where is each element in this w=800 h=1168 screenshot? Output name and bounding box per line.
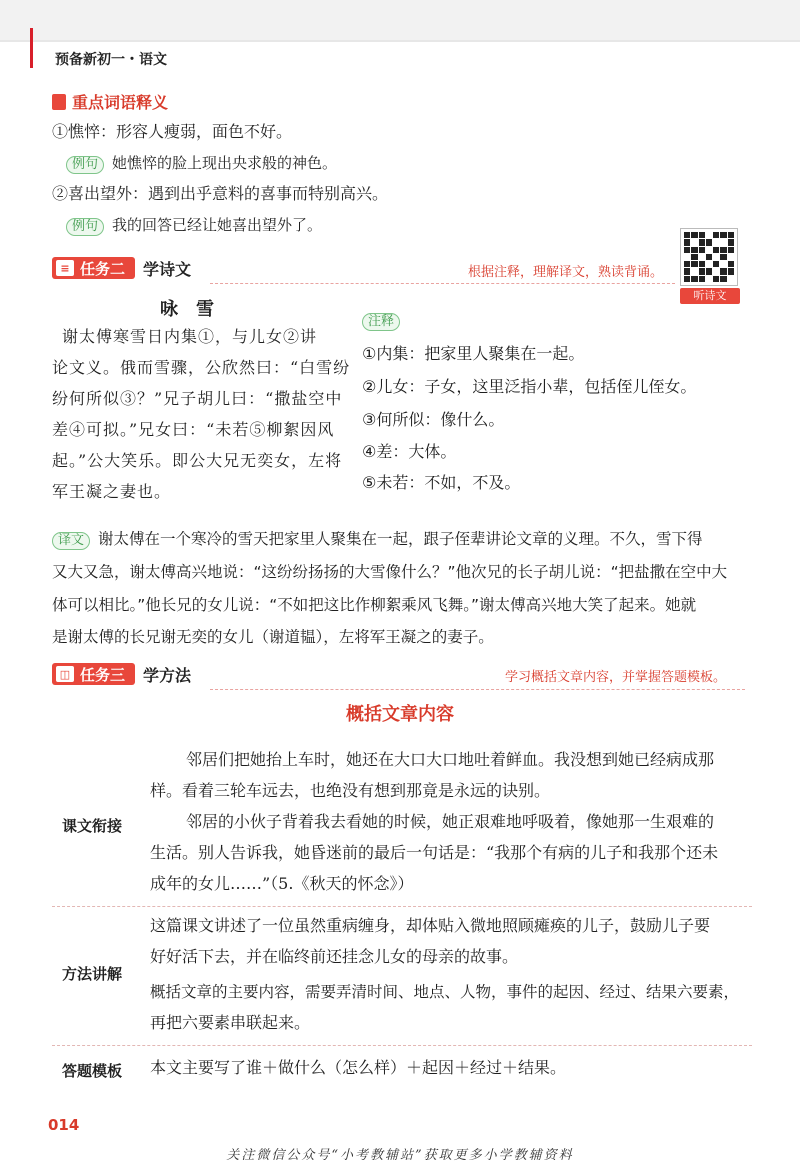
header-mark	[30, 28, 33, 68]
example-tag: 例句	[66, 156, 104, 174]
row-text-line: 好好活下去，并在临终前还挂念儿女的母亲的故事。	[150, 947, 519, 966]
notes-tag: 注释	[362, 313, 400, 331]
keyword-term-2: ②喜出望外：遇到出乎意料的喜事而特别高兴。	[52, 184, 389, 203]
row-text-line: 概括文章的主要内容，需要弄清时间、地点、人物，事件的起因、经过、结果六要素，	[150, 983, 740, 1001]
keyword-term-1: ①憔悴：形容人瘦弱，面色不好。	[52, 122, 293, 141]
task2-badge	[52, 257, 135, 279]
qr-code[interactable]	[680, 228, 740, 304]
row-text-line: 成年的女儿……”（5.《秋天的怀念》）	[150, 874, 414, 893]
task3-heading	[52, 660, 191, 688]
row-text-line: 生活。别人告诉我，她昏迷前的最后一句话是：“我那个有病的儿子和我那个还未	[150, 843, 719, 862]
example-tag: 例句	[66, 218, 104, 236]
keyword-example-2	[66, 213, 322, 237]
row-text-line: 邻居们把她抬上车时，她还在大口大口地吐着鲜血。我没想到她已经病成那	[186, 750, 715, 769]
translation-line: 体可以相比。”他长兄的女儿说：“不如把这比作柳絮乘风飞舞。”谢太傅高兴地大笑了起来。她就	[52, 596, 697, 614]
header-text: 预备新初一・语文	[55, 52, 167, 68]
notes-tag-line	[362, 308, 408, 332]
row-text-line: 这篇课文讲述了一位虽然重病缠身，却体贴入微地照顾瘫痪的儿子，鼓励儿子要	[150, 916, 711, 935]
note-item: ⑤未若：不如，不及。	[362, 473, 521, 492]
row-text-line: 再把六要素串联起来。	[150, 1013, 311, 1032]
row-label-answer-template: 答题模板	[62, 1062, 123, 1080]
translation-line: 又大又急，谢太傅高兴地说：“这纷纷扬扬的大雪像什么？”他次兄的长子胡儿说：“把盐撒在空中大	[52, 563, 728, 581]
row-text-line: 本文主要写了谁＋做什么（怎么样）＋起因＋经过＋结果。	[150, 1058, 567, 1077]
translation-line: 是谢太傅的长兄谢无奕的女儿（谢道韫），左将军王凝之的妻子。	[52, 628, 494, 646]
keyword-example-1	[66, 151, 337, 175]
poem-line: 起。”公大笑乐。即公大兄无奕女，左将	[52, 451, 343, 470]
open-book-icon: ◫	[56, 666, 74, 682]
task2-badge-label: 任务二	[80, 259, 126, 278]
task2-hint: 根据注释，理解译文，熟读背诵。	[468, 265, 664, 280]
top-bar	[0, 0, 800, 42]
poem-line: 论文义。俄而雪骤，公欣然曰：“白雪纷	[52, 358, 351, 377]
row-divider	[52, 1045, 752, 1046]
task2-divider	[210, 283, 675, 284]
bookmark-icon	[52, 94, 66, 110]
note-item: ②儿女：子女，这里泛指小辈，包括侄儿侄女。	[362, 377, 697, 396]
method-section-title: 概括文章内容	[346, 704, 454, 725]
row-divider	[52, 906, 752, 907]
task2-title: 学诗文	[143, 259, 192, 279]
translation-text: 谢太傅在一个寒冷的雪天把家里人聚集在一起，跟子侄辈讲论文章的义理。不久，雪下得	[98, 530, 703, 548]
note-item: ①内集：把家里人聚集在一起。	[362, 344, 585, 363]
poem-line: 纷何所似③？”兄子胡儿曰：“撒盐空中	[52, 389, 343, 408]
keywords-section-heading	[52, 90, 168, 113]
task3-badge	[52, 663, 135, 685]
qr-code-image	[680, 228, 738, 286]
task3-hint: 学习概括文章内容，并掌握答题模板。	[505, 670, 727, 685]
example-text: 我的回答已经让她喜出望外了。	[112, 216, 323, 234]
row-label-text-link: 课文衔接	[62, 817, 123, 835]
page-number: 014	[48, 1116, 80, 1134]
note-item: ③何所似：像什么。	[362, 410, 505, 429]
translation-tag: 译文	[52, 532, 90, 550]
row-text-line: 邻居的小伙子背着我去看她的时候，她正艰难地呼吸着，像她那一生艰难的	[186, 812, 715, 831]
row-label-method: 方法讲解	[62, 965, 123, 983]
poem-line: 差④可拟。”兄女曰：“未若⑤柳絮因风	[52, 420, 335, 439]
note-item: ④差：大体。	[362, 442, 457, 461]
task2-heading	[52, 254, 191, 282]
footer-note: 关注微信公众号“小考教辅站”获取更多小学教辅资料	[226, 1148, 574, 1163]
poem-line: 谢太傅寒雪日内集①，与儿女②讲	[62, 327, 318, 346]
task3-title: 学方法	[143, 665, 192, 685]
row-text-line: 样。看着三轮车远去，也绝没有想到那竟是永远的诀别。	[150, 781, 551, 800]
task3-divider	[210, 689, 745, 690]
listen-poem-label: 听诗文	[680, 288, 740, 304]
book-icon: ≡	[56, 260, 74, 276]
translation-line	[52, 527, 703, 551]
keywords-title: 重点词语释义	[72, 93, 169, 112]
example-text: 她憔悴的脸上现出央求般的神色。	[112, 154, 338, 172]
poem-line: 军王凝之妻也。	[52, 482, 172, 501]
task3-badge-label: 任务三	[80, 665, 126, 684]
poem-title: 咏雪	[160, 299, 232, 320]
